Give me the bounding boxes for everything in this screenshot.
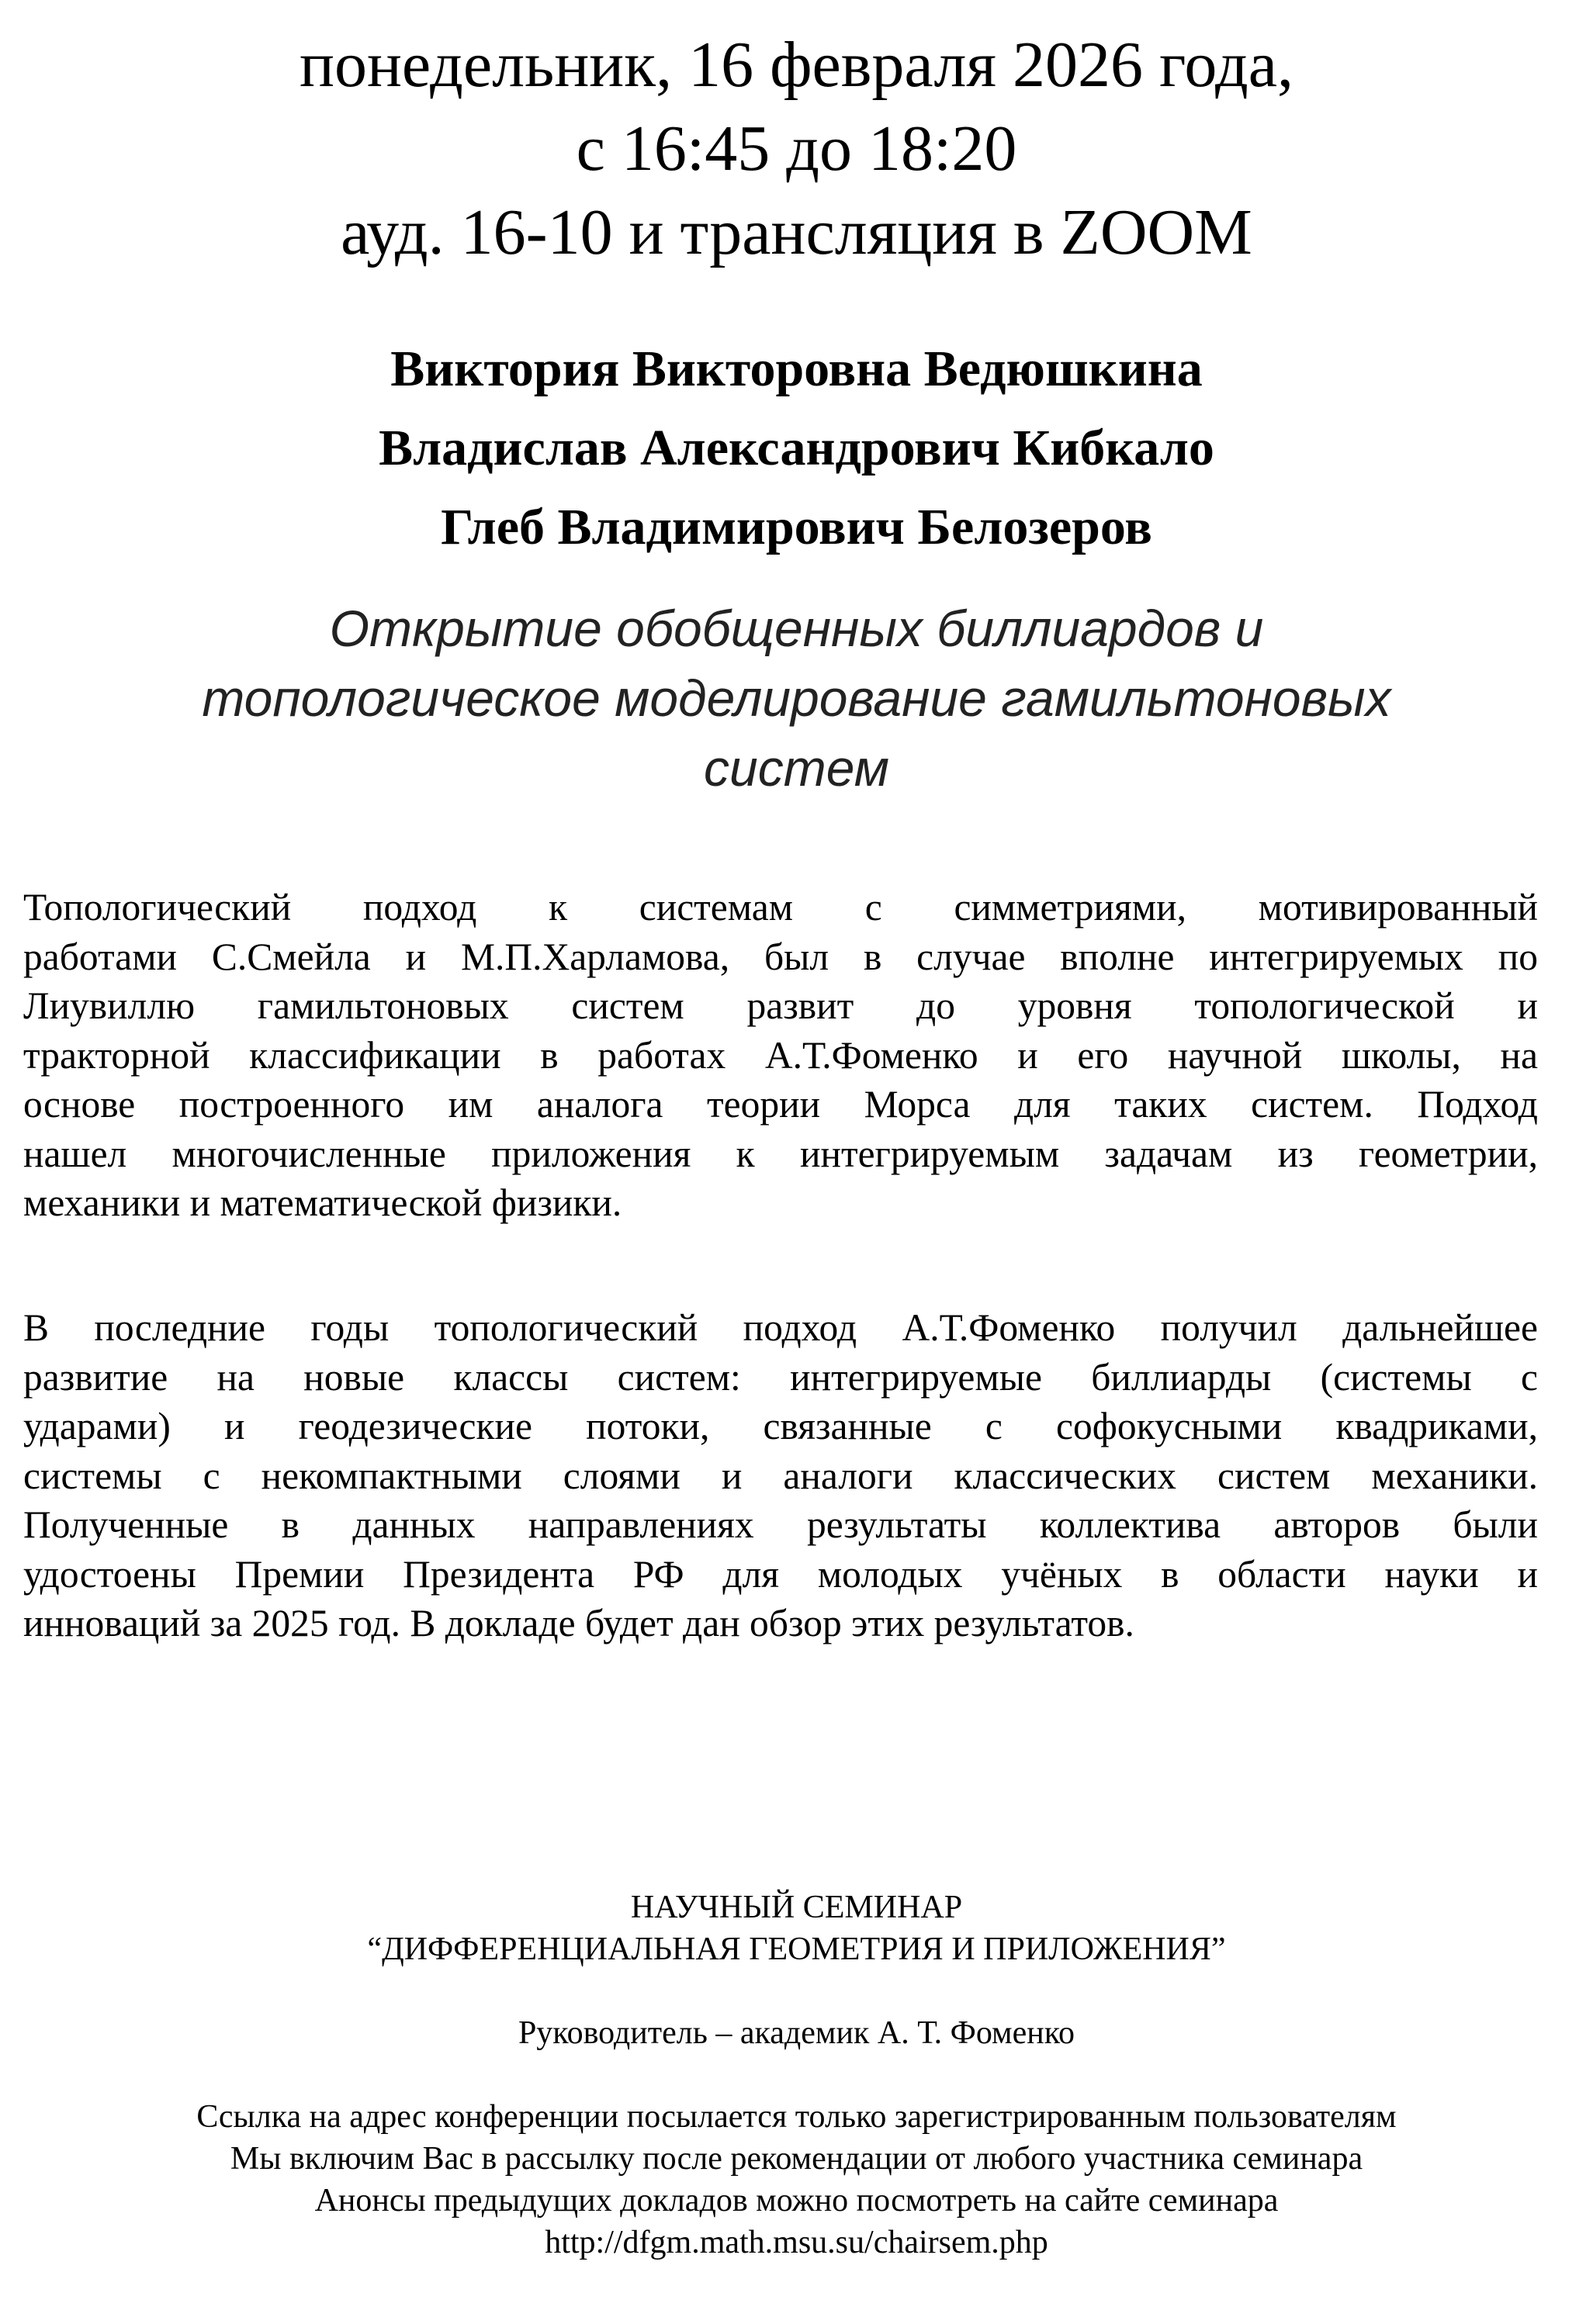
abstract-line: ударами) и геодезические потоки, связанные с софокусными квадриками,	[23, 1405, 1538, 1447]
abstract-line: Лиувиллю гамильтоновых систем развит до уровня топологической и	[23, 984, 1538, 1027]
footer-note: Мы включим Вас в рассылку после рекомендации от любого участника семинара	[230, 2141, 1363, 2177]
seminar-schedule	[0, 23, 1593, 275]
speaker-list	[0, 330, 1593, 567]
footer-spacer	[0, 2054, 1593, 2096]
footer-spacer	[0, 1970, 1593, 2012]
seminar-name: “ДИФФЕРЕНЦИАЛЬНАЯ ГЕОМЕТРИЯ И ПРИЛОЖЕНИЯ”	[367, 1931, 1226, 1967]
seminar-url: http://dfgm.math.msu.su/chairsem.php	[545, 2225, 1048, 2260]
abstract-line: инноваций за 2025 год. В докладе будет дан обзор этих результатов.	[23, 1602, 1134, 1644]
abstract-line: тракторной классификации в работах А.Т.Фоменко и его научной школы, на	[23, 1033, 1538, 1077]
seminar-date: понедельник, 16 февраля 2026 года,	[300, 29, 1293, 101]
abstract-line: работами С.Смейла и М.П.Харламова, был в случае вполне интегрируемых по	[23, 935, 1538, 978]
abstract-paragraph-2	[23, 1303, 1538, 1648]
seminar-label: НАУЧНЫЙ СЕМИНАР	[630, 1890, 963, 1925]
seminar-place: ауд. 16-10 и трансляция в ZOOM	[341, 196, 1252, 268]
talk-title-line: топологическое моделирование гамильтоновых	[202, 669, 1391, 727]
seminar-head: Руководитель – академик А. Т. Фоменко	[518, 2015, 1075, 2051]
footer-note: Ссылка на адрес конференции посылается только зарегистрированным пользователям	[196, 2099, 1397, 2135]
abstract-line: Топологический подход к системам с симметриями, мотивированный	[23, 886, 1538, 929]
seminar-time: с 16:45 до 18:20	[576, 112, 1017, 185]
talk-title-line: систем	[704, 739, 889, 797]
seminar-footer	[0, 1887, 1593, 2263]
talk-title	[62, 593, 1531, 803]
talk-title-line: Открытие обобщенных биллиардов и	[329, 600, 1264, 657]
abstract-line: основе построенного им аналога теории Морса для таких систем. Подход	[23, 1083, 1538, 1126]
speaker-name: Виктория Викторовна Ведюшкина	[390, 341, 1203, 397]
abstract-line: системы с некомпактными слоями и аналоги классических систем механики.	[23, 1454, 1538, 1497]
abstract-line: развитие на новые классы систем: интегрируемые биллиарды (системы с	[23, 1355, 1538, 1399]
speaker-name: Владислав Александрович Кибкало	[379, 420, 1214, 476]
abstract-line: удостоены Премии Президента РФ для молодых учёных в области науки и	[23, 1552, 1538, 1596]
footer-note: Анонсы предыдущих докладов можно посмотреть на сайте семинара	[314, 2183, 1279, 2219]
abstract-line: Полученные в данных направлениях результаты коллектива авторов были	[23, 1503, 1538, 1546]
abstract-line: В последние годы топологический подход А.Т.Фоменко получил дальнейшее	[23, 1306, 1538, 1349]
abstract-paragraph-1	[23, 883, 1538, 1228]
abstract-line: механики и математической физики.	[23, 1181, 622, 1224]
abstract-line: нашел многочисленные приложения к интегрируемым задачам из геометрии,	[23, 1132, 1538, 1175]
speaker-name: Глеб Владимирович Белозеров	[441, 499, 1152, 555]
